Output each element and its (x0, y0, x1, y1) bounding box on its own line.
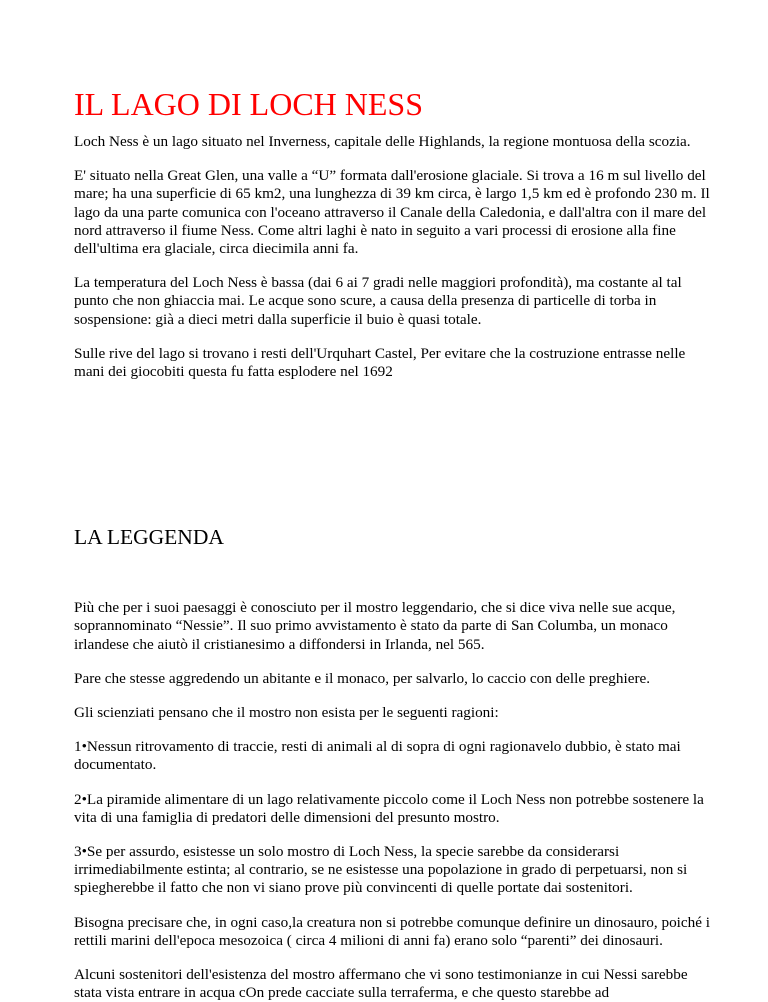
legend-paragraph-scientists: Gli scienziati pensano che il mostro non esista per le seguenti ragioni: (74, 704, 499, 722)
intro-paragraph-location: Loch Ness è un lago situato nel Inverness, capitale delle Highlands, la regione montuosa della scozia. (74, 133, 691, 150)
legend-paragraph-nessie: Più che per i suoi paesaggi è conosciuto per il mostro leggendario, che si dice viva nelle sue acque, soprannominato “Nessie”. Il suo primo avvistamento è stato da parte di San Columba, un monaco irlandese che aiutò il cristianesimo a diffondersi in Irlanda, nel 565. (74, 599, 676, 653)
document-page (74, 86, 714, 1002)
legend-paragraph-dinosaur: Bisogna precisare che, in ogni caso,la creatura non si potrebbe comunque definire un dinosauro, poiché i rettili marini dell'epoca mesozoica ( circa 4 milioni di anni fa) erano solo “parenti” dei dinosauri. (74, 913, 710, 949)
intro-paragraph-geography: E' situato nella Great Glen, una valle a “U” formata dall'erosione glaciale. Si trova a 16 m sul livello del mare; ha una superficie di 65 km2, una lunghezza di 39 km circa, è largo 1,5 km ed è profondo 230 m. Il lago da una parte comunica con l'oceano attraverso il Canale della Caledonia, e dall'altra con il mare del nord attraverso il fiume Ness. Come altri laghi è nato in seguito a vari processi di erosione alla fine dell'ultima era glaciale, circa diecimila anni fa. (74, 167, 710, 258)
section-heading-legend: LA LEGGENDA (74, 525, 224, 550)
legend-reason-3: 3•Se per assurdo, esistesse un solo mostro di Loch Ness, la specie sarebbe da considerarsi irrimediabilmente estinta; al contrario, se ne esistesse una popolazione in grado di perpetuarsi, non si spiegherebbe il fatto che non vi siano prove più convincenti di quelle portate dai sostenitori. (74, 843, 688, 897)
legend-paragraph-monk: Pare che stesse aggredendo un abitante e il monaco, per salvarlo, lo caccio con delle preghiere. (74, 669, 651, 687)
legend-paragraph-supporters: Alcuni sostenitori dell'esistenza del mostro affermano che vi sono testimonianze in cui Nessi sarebbe stata vista entrare in acqua cOn prede cacciate sulla terraferma, e che questo starebbe ad (74, 966, 688, 1002)
intro-paragraph-temperature: La temperatura del Loch Ness è bassa (dai 6 ai 7 gradi nelle maggiori profondità), ma costante al tal punto che non ghiaccia mai. Le acque sono scure, a causa della presenza di particelle di torba in sospensione: già a dieci metri dalla superficie il buio è quasi totale. (74, 274, 682, 328)
legend-reason-2: 2•La piramide alimentare di un lago relativamente piccolo come il Loch Ness non potrebbe sostenere la vita di una famiglia di predatori delle dimensioni del presunto mostro. (74, 790, 704, 826)
intro-paragraph-castle: Sulle rive del lago si trovano i resti dell'Urquhart Castel, Per evitare che la costruzione entrasse nelle mani dei giocobiti questa fu fatta esplodere nel 1692 (74, 344, 686, 381)
document-title: IL LAGO DI LOCH NESS (74, 86, 424, 122)
legend-reason-1: 1•Nessun ritrovamento di traccie, resti di animali al di sopra di ogni ragionavelo dubbio, è stato mai documentato. (74, 738, 681, 774)
